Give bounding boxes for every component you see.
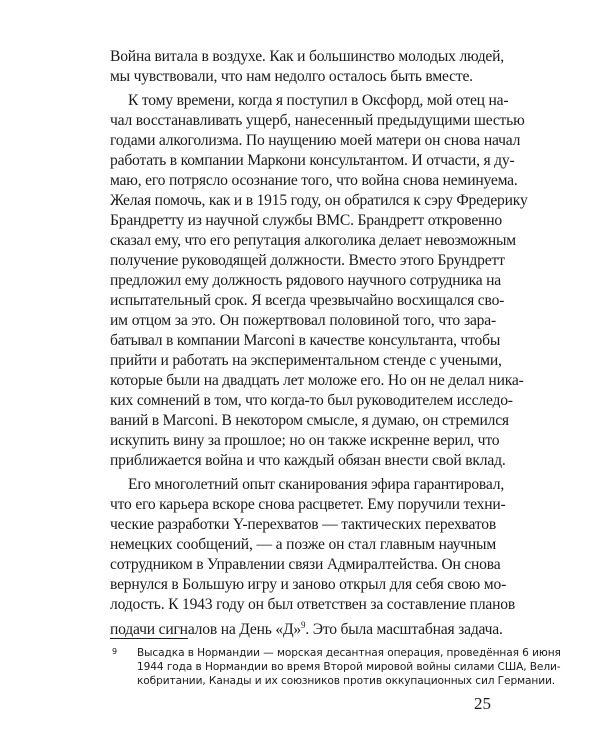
page-number: 25 [474,694,491,713]
body-line: Желая помочь, как и в 1915 году, он обратился к сэру Фредерику [110,192,528,209]
body-line: Брандретту из научной службы ВМС. Брандретт откровенно [110,212,502,229]
body-line: им отцом за это. Он пожертвовал половиной того, что зара- [110,312,496,329]
body-line: ваний в Marconi. В некотором смысле, я думаю, он стремился [110,412,509,429]
body-line: которые были на двадцать лет моложе его. Но он не делал ника- [110,372,524,389]
body-line: ких сомнений в том, что когда-то был руководителем исследо- [110,392,513,409]
body-line: испытательный срок. Я всегда чрезвычайно восхищался сво- [110,292,505,309]
body-line: работать в компании Маркони консультантом. И отчасти, я ду- [110,152,515,169]
body-line: мы чувствовали, что нам недолго осталось быть вместе. [110,68,473,85]
body-line: приближается война и что каждый обязан внести свой вклад. [110,452,506,469]
footnote-reference[interactable]: 9 [301,620,306,630]
body-line: Война витала в воздухе. Как и большинство молодых людей, [110,48,505,65]
body-line: немецких сообщений, — а позже он стал главным научным [110,536,496,553]
body-line: вернулся в Большую игру и заново открыл для себя свою мо- [110,576,507,593]
body-line: годами алкоголизма. По наущению моей матери он снова начал [110,132,521,149]
footnote-line: кобритании, Канады и их союзников против оккупационных сил Германии. [137,675,556,687]
footnote-line: 1944 года в Нормандии во время Второй мировой войны силами США, Вели- [137,661,561,673]
body-line: сказал ему, что его репутация алкоголика делает невозможным [110,232,516,249]
body-line-end: . Это была масштабная задача. [305,621,503,639]
body-line: К тому времени, когда я поступил в Оксфорд, мой отец на- [128,92,509,109]
body-line: ческие разработки Y-перехватов — тактических перехватов [110,516,496,533]
body-line: сотрудником в Управлении связи Адмиралтейства. Он снова [110,556,501,573]
body-line: что его карьера вскоре снова расцветет. Ему поручили техни- [110,496,506,513]
body-line-final [110,615,503,640]
body-line-text: подачи сигналов на День «Д» [110,621,302,639]
body-line: искупить вину за прошлое; но он также искренне верил, что [110,432,500,449]
footnote-line: Высадка в Нормандии — морская десантная операция, проведённая 6 июня [137,647,561,659]
body-line: лодость. К 1943 году он был ответствен за составление планов [110,596,516,613]
footnote-divider [110,638,188,639]
body-line: батывал в компании Marconi в качестве консультанта, чтобы [110,332,501,349]
body-line: получение руководящей должности. Вместо этого Брундретт [110,252,505,269]
body-line: прийти и работать на экспериментальном стенде с учеными, [110,352,502,369]
body-line: чал восстанавливать ущерб, нанесенный предыдущими шестью [110,112,525,129]
body-line: предложил ему должность рядового научного сотрудника на [110,272,502,289]
footnote-number: 9 [112,647,118,656]
body-line: маю, его потрясло осознание того, что война снова неминуема. [110,172,518,189]
body-line: Его многолетний опыт сканирования эфира гарантировал, [128,476,505,493]
